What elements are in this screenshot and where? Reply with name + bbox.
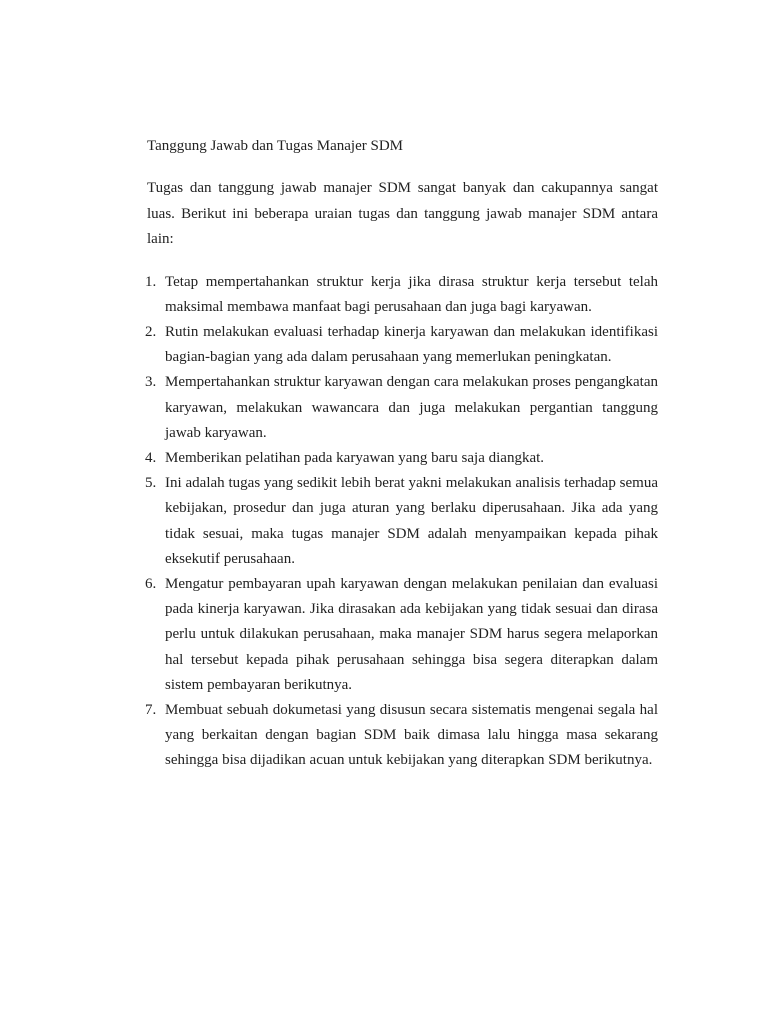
list-item [145,370,658,446]
list-item-text: Tetap mempertahankan struktur kerja jika dirasa struktur kerja tersebut telah maksimal membawa manfaat bagi perusahaan dan juga bagi karyawan. [165,273,658,315]
list-item [145,446,658,471]
list-item-number: 3. [145,374,157,391]
list-item-number: 4. [145,449,157,466]
list-item-number: 6. [145,575,157,592]
list-item-text: Ini adalah tugas yang sedikit lebih berat yakni melakukan analisis terhadap semua kebijakan, prosedur dan juga aturan yang berlaku diperusahaan. Jika ada yang tidak sesuai, maka tugas manajer SDM adalah menyampaikan kepada pihak eksekutif perusahaan. [165,475,658,567]
list-item [145,698,658,774]
list-item-number: 1. [145,273,157,290]
list-item-text: Rutin melakukan evaluasi terhadap kinerja karyawan dan melakukan identifikasi bagian-bagian yang ada dalam perusahaan yang memerlukan peningkatan. [165,323,658,366]
intro-paragraph: Tugas dan tanggung jawab manajer SDM sangat banyak dan cakupannya sangat luas. Berikut ini beberapa uraian tugas dan tanggung jawab manajer SDM antara lain: [147,180,658,247]
document-title: Tanggung Jawab dan Tugas Manajer SDM [147,138,404,154]
list-item-text: Memberikan pelatihan pada karyawan yang baru saja diangkat. [165,449,545,466]
list-item-text: Mengatur pembayaran upah karyawan dengan melakukan penilaian dan evaluasi pada kinerja karyawan. Jika dirasakan ada kebijakan yang tidak sesuai dan dirasa perlu untuk dilakukan perusahaan, maka manajer SDM harus segera melaporkan hal tersebut kepada pihak perusahaan sehingga bisa segera diterapkan dalam sistem pembayaran berikutnya. [165,575,658,693]
list-item-number: 2. [145,323,157,340]
list-item-text: Membuat sebuah dokumetasi yang disusun secara sistematis mengenai segala hal yang berkaitan dengan bagian SDM baik dimasa lalu hingga masa sekarang sehingga bisa dijadikan acuan untuk kebijakan yang diterapkan SDM berikutnya. [165,701,658,769]
list-item-text: Mempertahankan struktur karyawan dengan cara melakukan proses pengangkatan karyawan, melakukan wawancara dan juga melakukan pergantian tanggung jawab karyawan. [165,374,658,441]
duties-list [145,270,658,774]
list-item [145,572,658,698]
list-item-number: 7. [145,701,157,718]
list-item [145,270,658,320]
list-item [145,471,658,572]
document-page [147,134,658,774]
list-item-number: 5. [145,475,157,492]
list-item [145,320,658,370]
